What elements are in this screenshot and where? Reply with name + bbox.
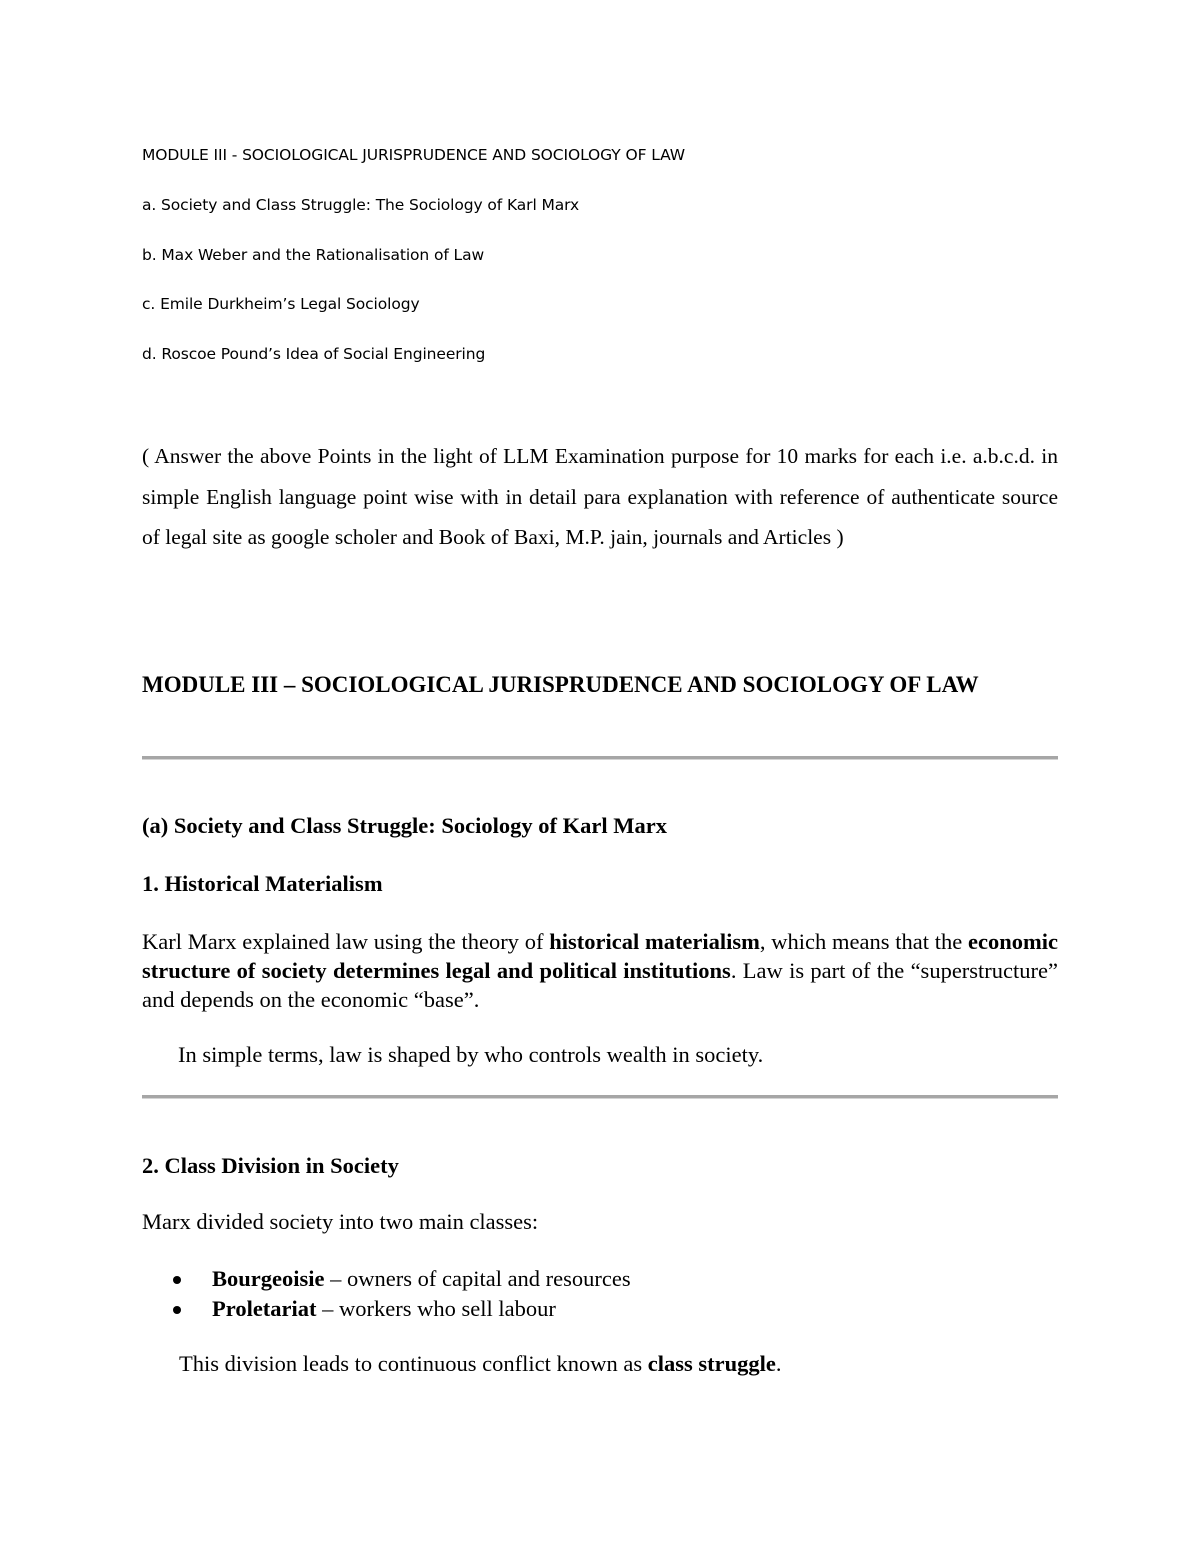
bold-phrase: economic structure of society determines legal and political institutions [142,929,1058,983]
bold-term: historical materialism [549,929,760,954]
module-heading: MODULE III – SOCIOLOGICAL JURISPRUDENCE AND SOCIOLOGY OF LAW [142,672,979,697]
bullet-icon [173,1276,181,1284]
prompt-item-b: b. Max Weber and the Rationalisation of Law [142,246,485,264]
prompt-module-line: MODULE III - SOCIOLOGICAL JURISPRUDENCE AND SOCIOLOGY OF LAW [142,146,686,164]
historical-materialism-paragraph [142,927,1058,1014]
list-item [142,1294,1042,1324]
class-description: – owners of capital and resources [324,1266,631,1291]
paragraph-text: This division leads to continuous conflict known as [179,1351,648,1376]
prompt-instruction: ( Answer the above Points in the light of LLM Examination purpose for 10 marks for each i.e. a.b.c.d. in simple English language point wise with in detail para explanation with reference of authenticate source of legal site as google scholer and Book of Baxi, M.P. jain, journals and Articles ) [142,444,1058,549]
class-list [142,1264,1042,1324]
horizontal-rule [142,756,1058,760]
point-1-heading: 1. Historical Materialism [142,871,383,896]
paragraph-text: . [775,1351,782,1376]
horizontal-rule [142,1095,1058,1099]
paragraph-text: , which means that the [759,929,969,954]
class-struggle-conclusion [179,1351,781,1377]
class-term: Bourgeoisie [212,1266,325,1291]
bold-term: class struggle [647,1351,776,1376]
list-item [142,1264,1042,1294]
simple-terms-line: In simple terms, law is shaped by who controls wealth in society. [178,1042,764,1067]
paragraph-text: Karl Marx explained law using the theory of [142,929,550,954]
class-term: Proletariat [212,1296,317,1321]
point-2-heading: 2. Class Division in Society [142,1153,399,1178]
paragraph-text: . Law is part of the “superstructure” and depends on the economic “base”. [142,958,1059,1012]
class-division-intro: Marx divided society into two main classes: [142,1209,539,1234]
prompt-item-a: a. Society and Class Struggle: The Sociology of Karl Marx [142,196,580,214]
bullet-icon [173,1306,181,1314]
class-description: – workers who sell labour [316,1296,556,1321]
prompt-item-c: c. Emile Durkheim’s Legal Sociology [142,295,420,313]
prompt-item-d: d. Roscoe Pound’s Idea of Social Engineering [142,345,486,363]
section-a-heading: (a) Society and Class Struggle: Sociology of Karl Marx [142,813,667,838]
